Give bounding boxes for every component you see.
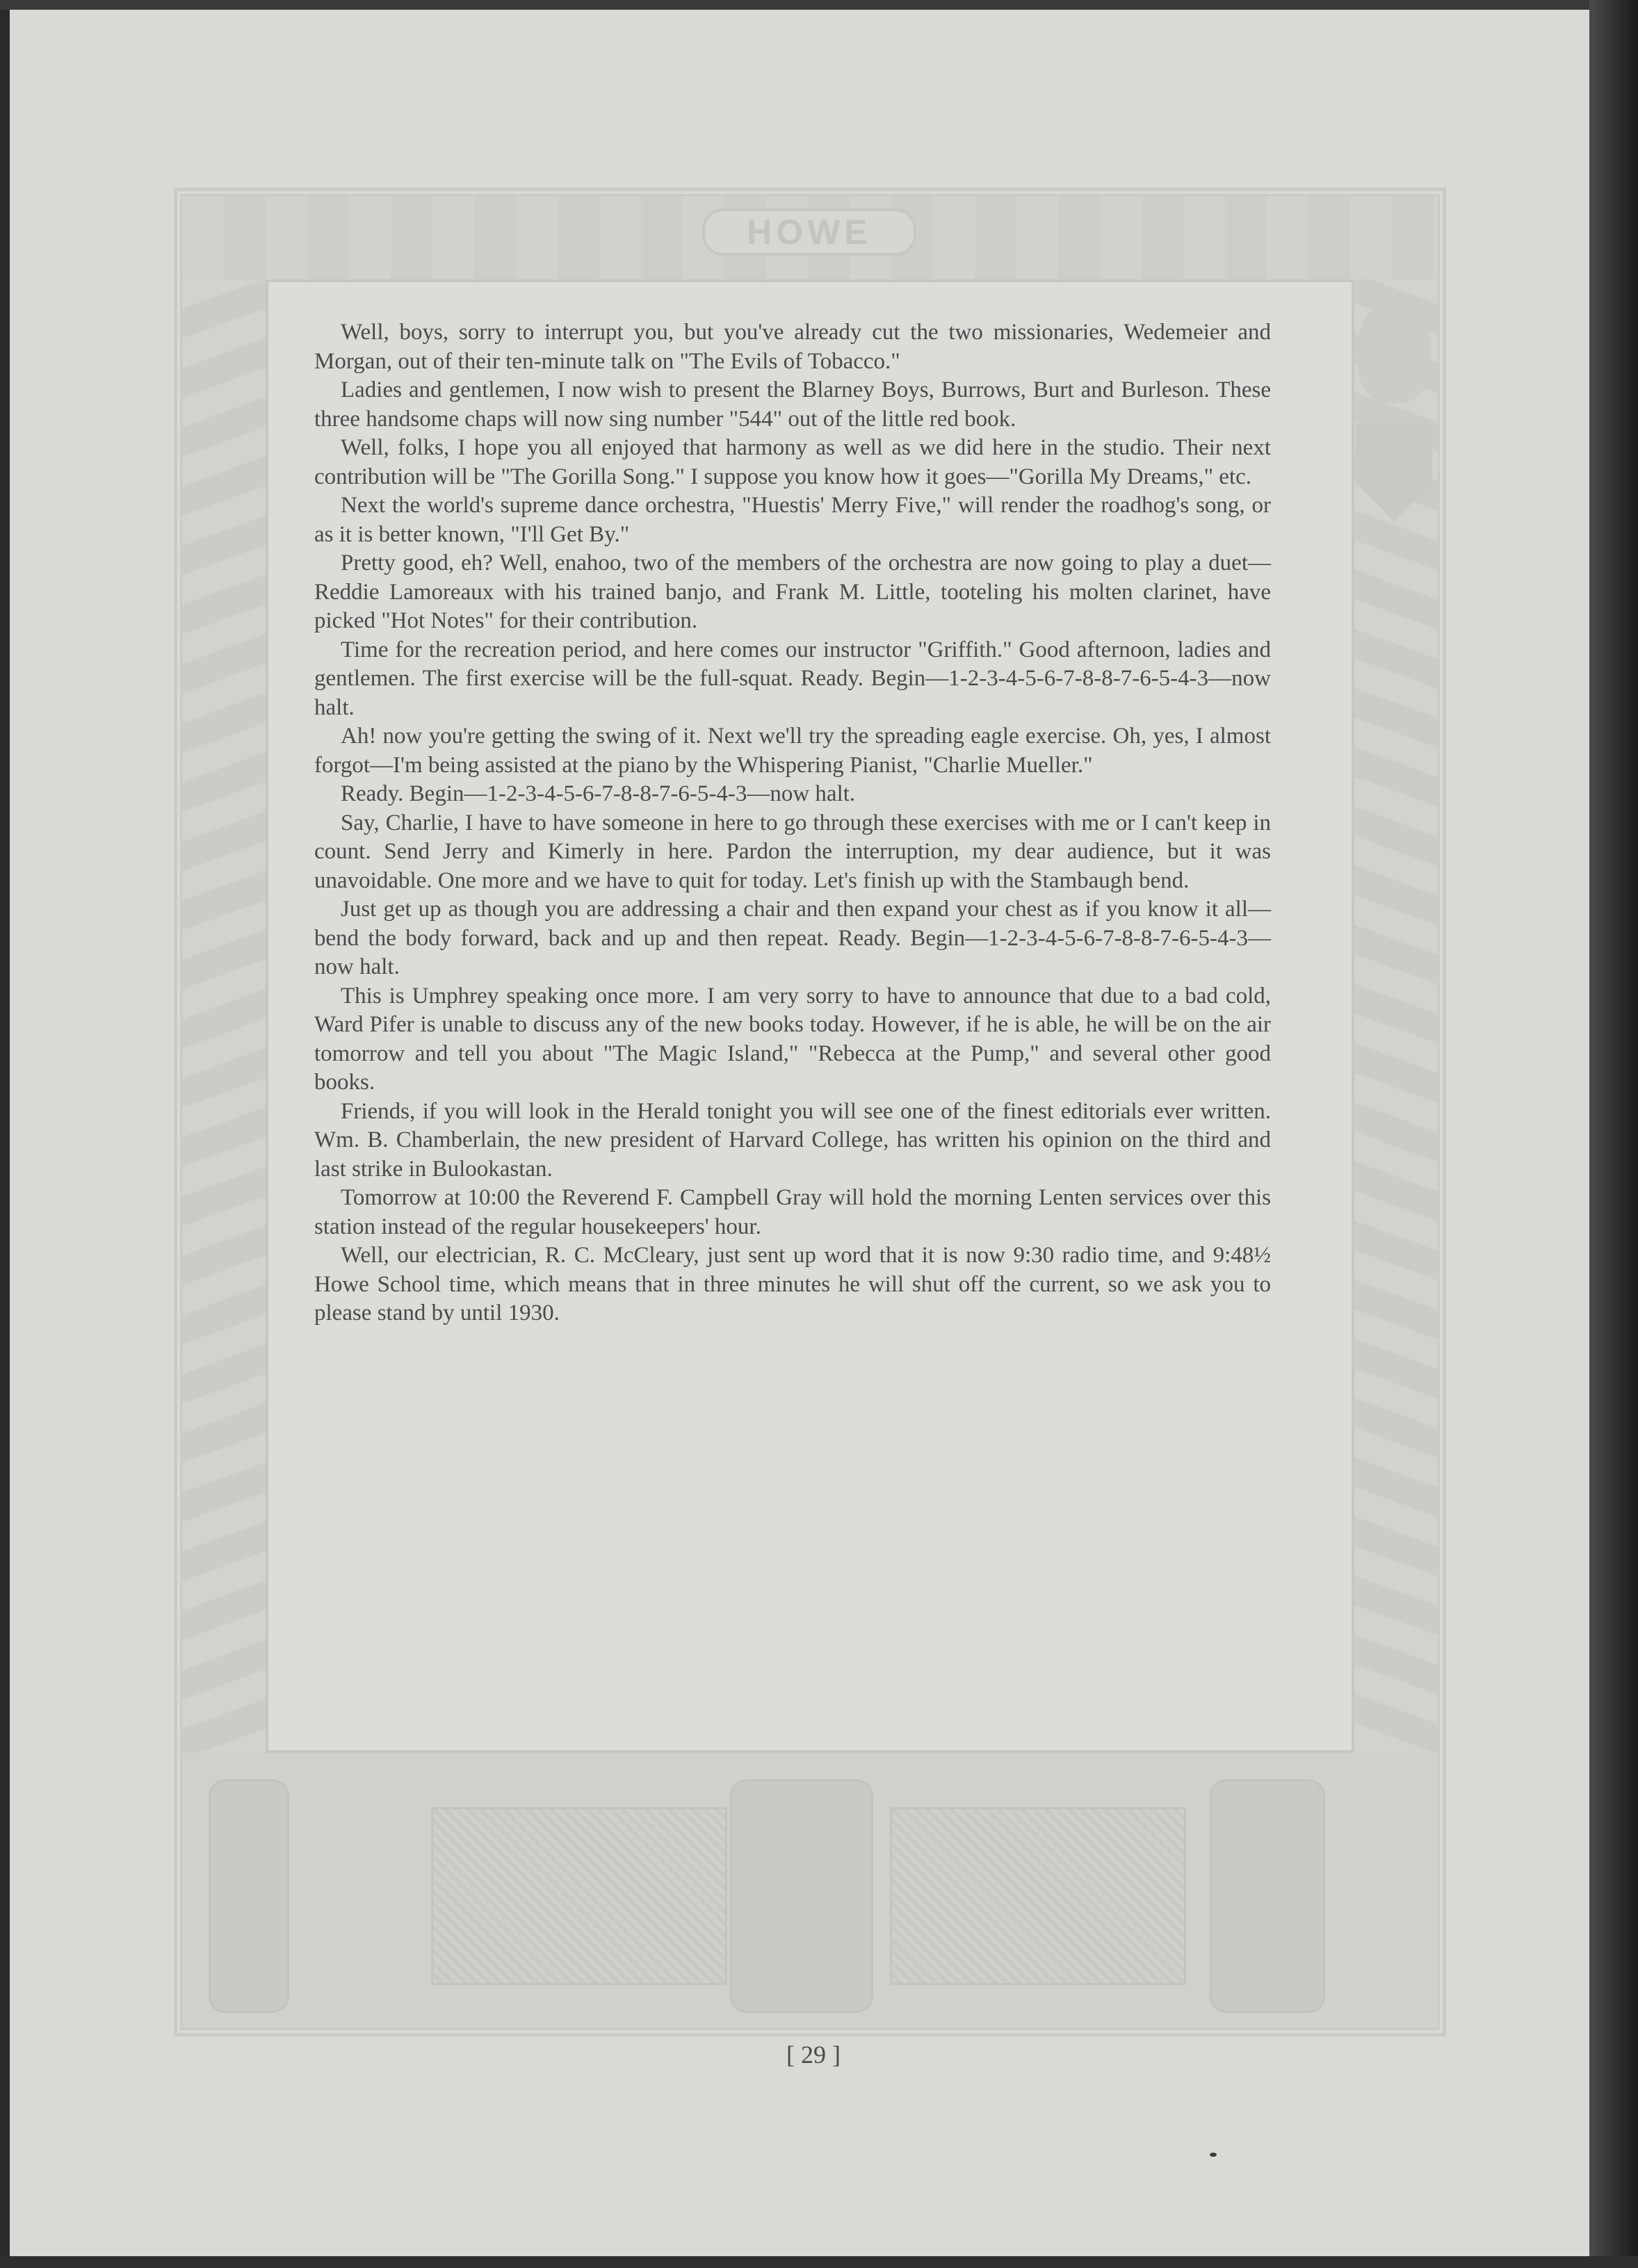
page-top-edge (0, 0, 1638, 10)
scroll-ornament-center (730, 1779, 873, 2013)
paragraph: Well, boys, sorry to interrupt you, but you've already cut the two missionaries, Wedemeier and Morgan, out of their ten-minute talk on "The Evils of Tobacco." (314, 320, 1271, 374)
paragraph: This is Umphrey speaking once more. I am very sorry to have to announce that due to a bad cold, Ward Pifer is unable to discuss any of the new books today. However, if he is able, he will be on the air tomorrow and tell you about "The Magic Island," "Rebecca at the Pump," and several other good books. (314, 983, 1271, 1095)
paragraph: Well, folks, I hope you all enjoyed that harmony as well as we did here in the studio. Their next contribution will be "The Gorilla Song." I suppose you know how it goes—"Gorilla My Dreams," etc. (314, 435, 1271, 489)
paragraph: Tomorrow at 10:00 the Reverend F. Campbell Gray will hold the morning Lenten services over this station instead of the regular housekeepers' hour. (314, 1185, 1271, 1239)
page-binding-shadow (1589, 0, 1638, 2268)
paragraph: Ready. Begin—1-2-3-4-5-6-7-8-8-7-6-5-4-3—now halt. (341, 781, 856, 806)
page-number: [ 29 ] (786, 2041, 841, 2069)
paragraph: Ah! now you're getting the swing of it. Next we'll try the spreading eagle exercise. Oh, yes, I almost forgot—I'm being assisted at the piano by the Whispering Pianist, "Charlie Mueller." (314, 724, 1271, 778)
paragraph: Pretty good, eh? Well, enahoo, two of the members of the orchestra are now going to play a duet—Reddie Lamoreaux with his trained banjo, and Frank M. Little, tooteling his molten clarinet, have picked "Hot Notes" for their contribution. (314, 550, 1271, 633)
frame-left-border (182, 279, 266, 1753)
paragraph: Say, Charlie, I have to have someone in here to go through these exercises with me or I can't keep in count. Send Jerry and Kimerly in here. Pardon the interruption, my dear audience, but it was unavoidable. One more and we have to quit for today. Let's finish up with the Stambaugh bend. (314, 810, 1271, 893)
wreath-ornament (1357, 299, 1431, 403)
page-header-title: HOWE (702, 209, 916, 256)
scroll-ornament-left (209, 1779, 289, 2013)
paragraph: Friends, if you will look in the Herald tonight you will see one of the finest editorials ever written. Wm. B. Chamberlain, the new president of Harvard College, has written his opinion on the third and last strike in Bulookastan. (314, 1098, 1271, 1182)
paragraph: Well, our electrician, R. C. McCleary, just sent up word that it is now 9:30 radio time, and 9:48½ Howe School time, which means that in three minutes he will shut off the current, so we ask you to please stand by until 1930. (314, 1243, 1271, 1325)
cannon-illustration (890, 1807, 1186, 1985)
article-body (314, 318, 1271, 1328)
page-bottom-edge (0, 2256, 1638, 2268)
house-illustration (431, 1807, 727, 1985)
paragraph: Time for the recreation period, and here comes our instructor "Griffith." Good afternoon, ladies and gentlemen. The first exercise will be the full-squat. Ready. Begin—1-2-3-4-5-6-7-8-8-7-6-5-4-3—now halt. (314, 637, 1271, 720)
paragraph: Just get up as though you are addressing a chair and then expand your chest as if you know it all—bend the body forward, back and up and then repeat. Ready. Begin—1-2-3-4-5-6-7-8-8-7-6-5-4-3—now halt. (314, 897, 1271, 979)
ink-speck (1210, 2153, 1217, 2157)
scroll-ornament-right (1210, 1779, 1325, 2013)
paragraph: Next the world's supreme dance orchestra, "Huestis' Merry Five," will render the roadhog's song, or as it is better known, "I'll Get By." (314, 493, 1271, 547)
paragraph: Ladies and gentlemen, I now wish to present the Blarney Boys, Burrows, Burt and Burleson. These three handsome chaps will now sing number "544" out of the little red book. (314, 377, 1271, 432)
